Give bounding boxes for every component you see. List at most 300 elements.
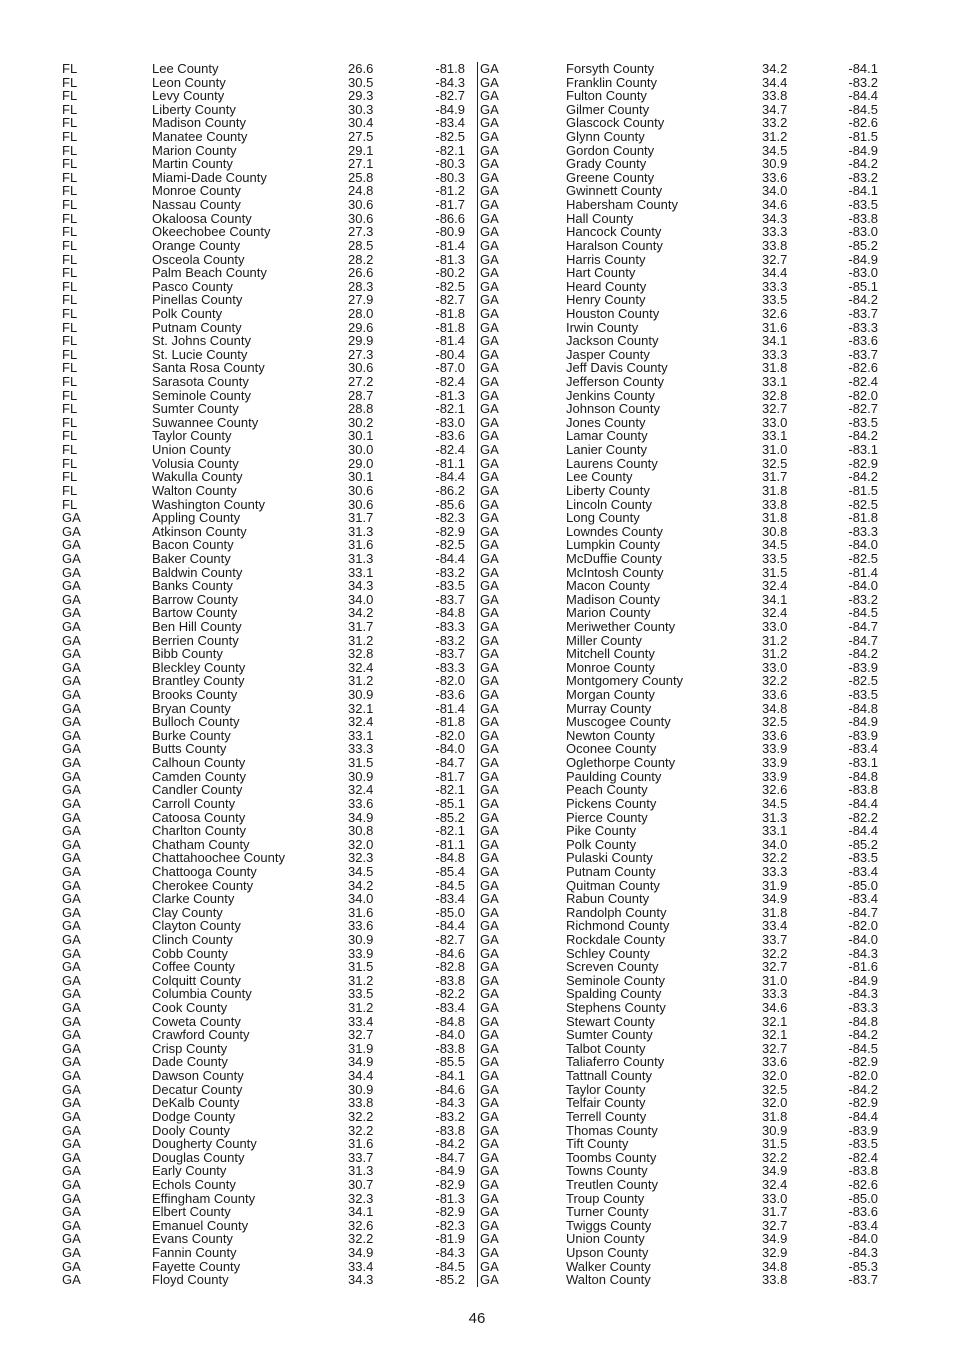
state-cell: FL	[62, 210, 78, 226]
state-cell: FL	[62, 305, 78, 321]
state-cell: GA	[480, 333, 499, 349]
longitude-cell: -84.2	[435, 1136, 465, 1152]
latitude-cell: 30.6	[348, 210, 374, 226]
longitude-cell: -81.8	[435, 319, 465, 335]
latitude-cell: 32.1	[762, 1027, 788, 1043]
table-row	[62, 1192, 472, 1206]
table-row	[480, 307, 900, 321]
state-cell: GA	[480, 1122, 499, 1138]
table-column-left	[62, 62, 472, 1287]
latitude-cell: 30.8	[348, 823, 374, 839]
table-row	[62, 280, 472, 294]
state-cell: GA	[480, 836, 499, 852]
table-row	[62, 1219, 472, 1233]
table-row	[480, 783, 900, 797]
longitude-cell: -83.2	[848, 74, 878, 90]
longitude-cell: -84.0	[848, 578, 878, 594]
county-cell: Hall County	[566, 210, 634, 226]
table-row	[62, 348, 472, 362]
longitude-cell: -83.5	[848, 414, 878, 430]
county-cell: Gilmer County	[566, 101, 650, 117]
county-cell: Fayette County	[152, 1258, 241, 1274]
table-row	[480, 1178, 900, 1192]
longitude-cell: -82.1	[435, 782, 465, 798]
longitude-cell: -84.3	[435, 1245, 465, 1261]
table-row	[480, 715, 900, 729]
longitude-cell: -84.2	[848, 156, 878, 172]
longitude-cell: -83.5	[435, 578, 465, 594]
longitude-cell: -82.1	[435, 142, 465, 158]
state-cell: GA	[480, 428, 499, 444]
latitude-cell: 34.6	[762, 197, 788, 213]
latitude-cell: 31.2	[348, 972, 374, 988]
state-cell: FL	[62, 496, 78, 512]
county-cell: Lowndes County	[566, 523, 663, 539]
state-cell: FL	[62, 278, 78, 294]
latitude-cell: 33.8	[762, 237, 788, 253]
longitude-cell: -82.1	[435, 823, 465, 839]
longitude-cell: -82.3	[435, 510, 465, 526]
latitude-cell: 32.0	[762, 1068, 788, 1084]
latitude-cell: 34.5	[762, 795, 788, 811]
table-row	[480, 1124, 900, 1138]
table-row	[480, 811, 900, 825]
county-cell: Mitchell County	[566, 646, 655, 662]
state-cell: GA	[480, 823, 499, 839]
longitude-cell: -82.6	[848, 115, 878, 131]
longitude-cell: -82.0	[848, 387, 878, 403]
table-row	[480, 103, 900, 117]
county-cell: Schley County	[566, 945, 650, 961]
county-cell: Murray County	[566, 700, 652, 716]
longitude-cell: -83.9	[848, 727, 878, 743]
table-row	[480, 389, 900, 403]
latitude-cell: 33.6	[348, 918, 374, 934]
longitude-cell: -84.7	[848, 904, 878, 920]
county-cell: Lee County	[566, 469, 633, 485]
longitude-cell: -82.6	[848, 360, 878, 376]
state-cell: GA	[480, 1013, 499, 1029]
latitude-cell: 31.5	[348, 959, 374, 975]
state-cell: GA	[62, 809, 81, 825]
state-cell: GA	[480, 1081, 499, 1097]
county-cell: Decatur County	[152, 1081, 243, 1097]
state-cell: GA	[62, 1013, 81, 1029]
state-cell: GA	[62, 1204, 81, 1220]
longitude-cell: -83.8	[848, 1163, 878, 1179]
longitude-cell: -84.0	[848, 932, 878, 947]
longitude-cell: -84.2	[848, 469, 878, 485]
longitude-cell: -84.5	[435, 877, 465, 893]
state-cell: GA	[62, 1095, 81, 1111]
table-row	[62, 566, 472, 580]
longitude-cell: -84.7	[848, 632, 878, 648]
longitude-cell: -84.6	[435, 945, 465, 961]
latitude-cell: 32.0	[762, 1095, 788, 1111]
state-cell: FL	[62, 156, 78, 172]
county-cell: Peach County	[566, 782, 648, 798]
longitude-cell: -85.6	[435, 496, 465, 512]
state-cell: GA	[62, 605, 81, 621]
latitude-cell: 33.9	[762, 741, 788, 757]
county-cell: Pinellas County	[152, 292, 243, 308]
state-cell: FL	[62, 237, 78, 253]
state-cell: GA	[480, 360, 499, 376]
longitude-cell: -83.8	[848, 782, 878, 798]
longitude-cell: -84.4	[848, 795, 878, 811]
latitude-cell: 30.9	[348, 687, 374, 703]
state-cell: FL	[62, 169, 78, 185]
longitude-cell: -82.2	[435, 986, 465, 1002]
county-cell: Monroe County	[152, 183, 241, 199]
state-cell: GA	[62, 1245, 81, 1261]
county-cell: Screven County	[566, 959, 659, 975]
state-cell: GA	[480, 1258, 499, 1274]
latitude-cell: 34.1	[762, 591, 788, 607]
county-cell: Chattooga County	[152, 863, 257, 879]
table-row	[62, 62, 472, 76]
longitude-cell: -84.3	[435, 74, 465, 90]
state-cell: GA	[480, 591, 499, 607]
county-cell: Gwinnett County	[566, 183, 663, 199]
longitude-cell: -80.2	[435, 265, 465, 281]
table-row	[480, 1069, 900, 1083]
table-row	[62, 103, 472, 117]
longitude-cell: -84.0	[435, 1027, 465, 1043]
longitude-cell: -83.6	[435, 687, 465, 703]
latitude-cell: 31.6	[348, 1136, 374, 1152]
county-cell: Lee County	[152, 61, 219, 76]
latitude-cell: 34.2	[762, 61, 788, 76]
table-row	[62, 1124, 472, 1138]
table-row	[480, 906, 900, 920]
longitude-cell: -84.9	[848, 251, 878, 267]
state-cell: GA	[480, 850, 499, 866]
county-cell: Dawson County	[152, 1068, 244, 1084]
county-cell: Catoosa County	[152, 809, 246, 825]
county-cell: Tattnall County	[566, 1068, 652, 1084]
table-row	[62, 1273, 472, 1287]
table-row	[62, 756, 472, 770]
county-cell: Macon County	[566, 578, 650, 594]
latitude-cell: 32.2	[762, 850, 788, 866]
state-cell: GA	[62, 646, 81, 662]
county-cell: Towns County	[566, 1163, 648, 1179]
latitude-cell: 31.8	[762, 1108, 788, 1124]
longitude-cell: -83.3	[848, 1000, 878, 1016]
county-cell: Jackson County	[566, 333, 659, 349]
county-cell: Clay County	[152, 904, 223, 920]
table-row	[62, 498, 472, 512]
county-cell: Twiggs County	[566, 1217, 652, 1233]
latitude-cell: 34.9	[762, 1231, 788, 1247]
county-cell: Sarasota County	[152, 374, 249, 390]
county-cell: Terrell County	[566, 1108, 647, 1124]
latitude-cell: 34.0	[348, 891, 374, 907]
latitude-cell: 33.7	[762, 932, 788, 947]
state-cell: GA	[480, 496, 499, 512]
state-cell: GA	[480, 523, 499, 539]
latitude-cell: 34.0	[762, 183, 788, 199]
longitude-cell: -84.3	[848, 945, 878, 961]
county-cell: Muscogee County	[566, 714, 671, 730]
longitude-cell: -82.0	[435, 673, 465, 689]
longitude-cell: -83.2	[848, 591, 878, 607]
latitude-cell: 33.8	[762, 88, 788, 104]
table-row	[480, 416, 900, 430]
county-cell: Cherokee County	[152, 877, 254, 893]
state-cell: FL	[62, 401, 78, 417]
longitude-cell: -84.5	[435, 1258, 465, 1274]
table-row	[480, 375, 900, 389]
longitude-cell: -85.2	[848, 237, 878, 253]
longitude-cell: -83.2	[435, 1108, 465, 1124]
county-cell: Evans County	[152, 1231, 233, 1247]
table-row	[62, 674, 472, 688]
table-row	[62, 702, 472, 716]
state-cell: FL	[62, 251, 78, 267]
county-cell: Hancock County	[566, 224, 662, 240]
longitude-cell: -81.4	[435, 237, 465, 253]
county-cell: Douglas County	[152, 1149, 245, 1165]
county-cell: Candler County	[152, 782, 243, 798]
table-row	[62, 184, 472, 198]
longitude-cell: -81.4	[435, 333, 465, 349]
county-cell: Columbia County	[152, 986, 252, 1002]
table-row	[480, 1260, 900, 1274]
longitude-cell: -84.7	[435, 1149, 465, 1165]
latitude-cell: 31.2	[348, 673, 374, 689]
table-row	[62, 906, 472, 920]
state-cell: GA	[62, 523, 81, 539]
longitude-cell: -81.8	[435, 305, 465, 321]
longitude-cell: -85.1	[848, 278, 878, 294]
county-cell: Harris County	[566, 251, 646, 267]
latitude-cell: 31.3	[348, 1163, 374, 1179]
state-cell: GA	[480, 1027, 499, 1043]
latitude-cell: 34.4	[762, 265, 788, 281]
state-cell: GA	[62, 782, 81, 798]
latitude-cell: 34.2	[348, 877, 374, 893]
latitude-cell: 32.7	[762, 401, 788, 417]
county-cell: Irwin County	[566, 319, 639, 335]
longitude-cell: -81.6	[848, 959, 878, 975]
state-cell: GA	[480, 1068, 499, 1084]
table-row	[480, 1232, 900, 1246]
table-row	[480, 62, 900, 76]
county-cell: Oconee County	[566, 741, 657, 757]
latitude-cell: 30.6	[348, 360, 374, 376]
county-cell: Jones County	[566, 414, 646, 430]
longitude-cell: -84.5	[848, 1040, 878, 1056]
table-row	[62, 225, 472, 239]
longitude-cell: -83.6	[848, 1204, 878, 1220]
longitude-cell: -83.7	[848, 305, 878, 321]
state-cell: GA	[480, 142, 499, 158]
table-row	[62, 253, 472, 267]
table-row	[480, 470, 900, 484]
latitude-cell: 31.6	[348, 904, 374, 920]
state-cell: GA	[480, 687, 499, 703]
latitude-cell: 27.2	[348, 374, 374, 390]
county-cell: Quitman County	[566, 877, 660, 893]
longitude-cell: -84.1	[848, 183, 878, 199]
table-column-right	[477, 62, 900, 1287]
latitude-cell: 33.1	[762, 428, 788, 444]
latitude-cell: 33.1	[348, 564, 374, 580]
state-cell: FL	[62, 265, 78, 281]
longitude-cell: -80.3	[435, 156, 465, 172]
longitude-cell: -84.4	[848, 1108, 878, 1124]
table-row	[480, 89, 900, 103]
county-cell: Monroe County	[566, 659, 655, 675]
latitude-cell: 29.6	[348, 319, 374, 335]
county-cell: Greene County	[566, 169, 655, 185]
latitude-cell: 32.5	[762, 1081, 788, 1097]
longitude-cell: -83.7	[848, 346, 878, 362]
table-row	[62, 212, 472, 226]
table-row	[480, 538, 900, 552]
county-cell: Dooly County	[152, 1122, 231, 1138]
county-cell: Coweta County	[152, 1013, 241, 1029]
state-cell: GA	[62, 659, 81, 675]
longitude-cell: -84.3	[435, 1095, 465, 1111]
table-row	[62, 375, 472, 389]
state-cell: GA	[480, 401, 499, 417]
state-cell: GA	[480, 251, 499, 267]
county-cell: Banks County	[152, 578, 233, 594]
longitude-cell: -81.3	[435, 387, 465, 403]
table-row	[62, 1260, 472, 1274]
state-cell: GA	[480, 1217, 499, 1233]
longitude-cell: -83.3	[435, 618, 465, 634]
table-row	[480, 987, 900, 1001]
table-row	[62, 1015, 472, 1029]
latitude-cell: 28.8	[348, 401, 374, 417]
county-cell: Madison County	[566, 591, 660, 607]
state-cell: GA	[62, 863, 81, 879]
longitude-cell: -81.3	[435, 1190, 465, 1206]
table-row	[62, 593, 472, 607]
latitude-cell: 31.5	[762, 1136, 788, 1152]
longitude-cell: -82.4	[848, 1149, 878, 1165]
latitude-cell: 27.1	[348, 156, 374, 172]
county-cell: Manatee County	[152, 129, 248, 145]
state-cell: GA	[480, 442, 499, 458]
county-cell: Rockdale County	[566, 932, 665, 947]
state-cell: GA	[480, 646, 499, 662]
state-cell: GA	[62, 578, 81, 594]
county-cell: Clayton County	[152, 918, 241, 934]
longitude-cell: -81.7	[435, 768, 465, 784]
latitude-cell: 29.1	[348, 142, 374, 158]
longitude-cell: -84.9	[848, 714, 878, 730]
county-cell: Treutlen County	[566, 1176, 659, 1192]
latitude-cell: 30.5	[348, 74, 374, 90]
longitude-cell: -84.8	[435, 605, 465, 621]
table-row	[62, 525, 472, 539]
county-cell: Oglethorpe County	[566, 755, 676, 771]
state-cell: GA	[480, 755, 499, 771]
county-cell: Heard County	[566, 278, 647, 294]
longitude-cell: -83.7	[435, 646, 465, 662]
table-row	[480, 729, 900, 743]
state-cell: GA	[480, 1054, 499, 1070]
state-cell: GA	[480, 237, 499, 253]
latitude-cell: 31.7	[348, 510, 374, 526]
longitude-cell: -81.2	[435, 183, 465, 199]
table-row	[62, 443, 472, 457]
state-cell: FL	[62, 101, 78, 117]
longitude-cell: -82.4	[435, 374, 465, 390]
state-cell: GA	[480, 673, 499, 689]
county-cell: Brantley County	[152, 673, 245, 689]
longitude-cell: -84.2	[848, 646, 878, 662]
table-row	[480, 116, 900, 130]
latitude-cell: 34.9	[348, 1054, 374, 1070]
table-row	[62, 606, 472, 620]
longitude-cell: -84.4	[435, 918, 465, 934]
state-cell: FL	[62, 115, 78, 131]
state-cell: GA	[62, 1108, 81, 1124]
latitude-cell: 34.0	[762, 836, 788, 852]
state-cell: GA	[480, 224, 499, 240]
longitude-cell: -82.5	[435, 129, 465, 145]
longitude-cell: -82.1	[435, 401, 465, 417]
county-cell: Crisp County	[152, 1040, 228, 1056]
longitude-cell: -82.9	[848, 455, 878, 471]
longitude-cell: -83.3	[848, 319, 878, 335]
table-row	[480, 1164, 900, 1178]
state-cell: GA	[62, 795, 81, 811]
state-cell: GA	[62, 932, 81, 947]
latitude-cell: 32.2	[348, 1108, 374, 1124]
county-cell: Dougherty County	[152, 1136, 257, 1152]
county-cell: Taylor County	[152, 428, 232, 444]
state-cell: GA	[480, 945, 499, 961]
state-cell: GA	[480, 387, 499, 403]
latitude-cell: 27.9	[348, 292, 374, 308]
table-row	[62, 470, 472, 484]
table-row	[480, 457, 900, 471]
state-cell: FL	[62, 455, 78, 471]
latitude-cell: 32.8	[762, 387, 788, 403]
state-cell: GA	[480, 537, 499, 553]
latitude-cell: 30.9	[762, 156, 788, 172]
table-row	[62, 729, 472, 743]
longitude-cell: -82.9	[435, 1204, 465, 1220]
state-cell: FL	[62, 428, 78, 444]
latitude-cell: 32.2	[762, 1149, 788, 1165]
longitude-cell: -82.7	[848, 401, 878, 417]
table-row	[480, 1219, 900, 1233]
table-row	[480, 593, 900, 607]
longitude-cell: -81.1	[435, 836, 465, 852]
latitude-cell: 31.9	[762, 877, 788, 893]
county-cell: Cook County	[152, 1000, 228, 1016]
state-cell: GA	[62, 591, 81, 607]
longitude-cell: -83.4	[435, 1000, 465, 1016]
latitude-cell: 30.6	[348, 482, 374, 498]
table-row	[480, 688, 900, 702]
county-cell: Marion County	[152, 142, 237, 158]
state-cell: GA	[480, 129, 499, 145]
table-row	[480, 484, 900, 498]
state-cell: GA	[480, 169, 499, 185]
county-cell: Volusia County	[152, 455, 239, 471]
county-cell: Baker County	[152, 550, 231, 566]
state-cell: FL	[62, 442, 78, 458]
